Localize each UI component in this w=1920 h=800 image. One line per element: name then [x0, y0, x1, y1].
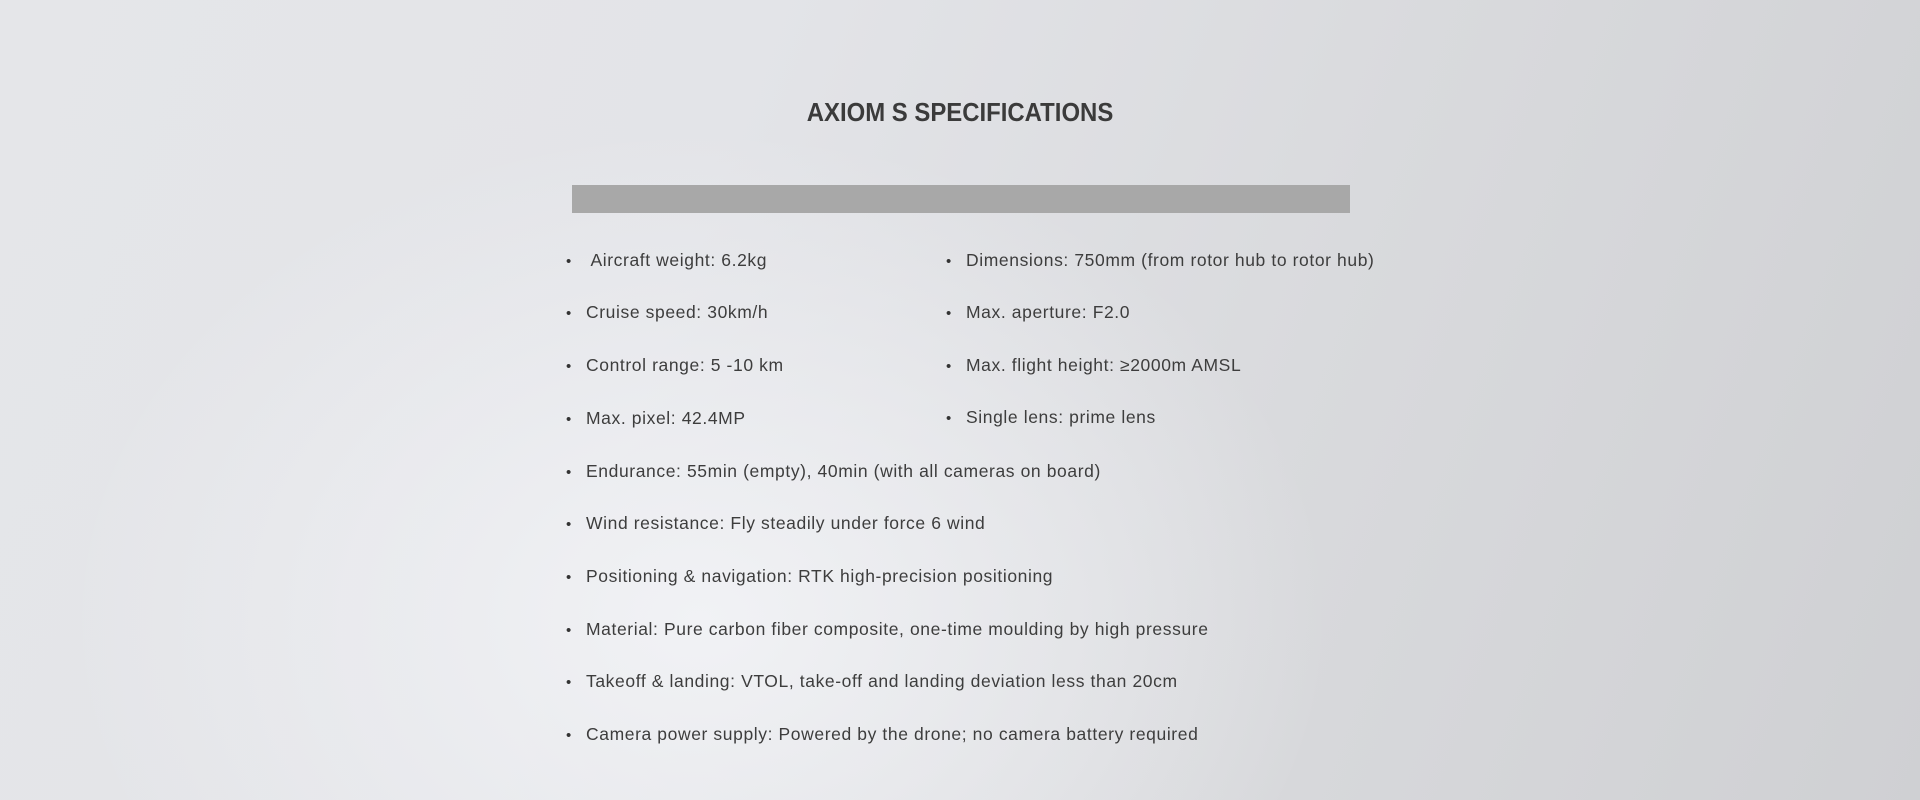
spec-item-aircraft-weight: [566, 249, 767, 273]
spec-text: Max. flight height: ≥2000m AMSL: [966, 355, 1242, 375]
spec-item-wind-resistance: [566, 512, 985, 536]
spec-text: Camera power supply: Powered by the drone; no camera battery required: [586, 724, 1199, 744]
title-underline-bar: [572, 185, 1350, 213]
spec-item-dimensions: [946, 249, 1374, 273]
spec-item-max-flight-height: [946, 354, 1241, 378]
spec-item-camera-power: [566, 723, 1198, 747]
bullet-icon: •: [566, 622, 572, 639]
spec-text: Takeoff & landing: VTOL, take-off and landing deviation less than 20cm: [586, 671, 1178, 691]
spec-text: Max. pixel: 42.4MP: [586, 408, 746, 428]
spec-item-max-pixel: [566, 407, 746, 431]
spec-item-takeoff-landing: [566, 670, 1178, 694]
bullet-icon: •: [566, 411, 572, 428]
spec-text: Dimensions: 750mm (from rotor hub to rotor hub): [966, 250, 1375, 270]
spec-text: Endurance: 55min (empty), 40min (with all cameras on board): [586, 461, 1101, 481]
spec-text: Single lens: prime lens: [966, 407, 1156, 427]
bullet-icon: •: [566, 516, 572, 533]
spec-item-control-range: [566, 354, 784, 378]
spec-item-endurance: [566, 460, 1101, 484]
spec-text: Cruise speed: 30km/h: [586, 302, 769, 322]
spec-text: Control range: 5 -10 km: [586, 355, 784, 375]
bullet-icon: •: [946, 358, 952, 375]
spec-item-cruise-speed: [566, 301, 768, 325]
bullet-icon: •: [566, 464, 572, 481]
bullet-icon: •: [566, 674, 572, 691]
page-title: AXIOM S SPECIFICATIONS: [806, 97, 1114, 127]
spec-text: Max. aperture: F2.0: [966, 302, 1131, 322]
spec-item-material: [566, 618, 1209, 642]
spec-text: Aircraft weight: 6.2kg: [586, 250, 768, 270]
bullet-icon: •: [946, 253, 952, 270]
spec-text: Material: Pure carbon fiber composite, one-time moulding by high pressure: [586, 619, 1209, 639]
bullet-icon: •: [566, 358, 572, 375]
spec-text: Positioning & navigation: RTK high-precision positioning: [586, 566, 1054, 586]
bullet-icon: •: [946, 410, 952, 427]
spec-item-max-aperture: [946, 301, 1130, 325]
spec-text: Wind resistance: Fly steadily under force 6 wind: [586, 513, 986, 533]
bullet-icon: •: [566, 305, 572, 322]
bullet-icon: •: [566, 727, 572, 744]
bullet-icon: •: [566, 569, 572, 586]
bullet-icon: •: [566, 253, 572, 270]
bullet-icon: •: [946, 305, 952, 322]
spec-item-positioning: [566, 565, 1053, 589]
spec-item-single-lens: [946, 406, 1156, 430]
